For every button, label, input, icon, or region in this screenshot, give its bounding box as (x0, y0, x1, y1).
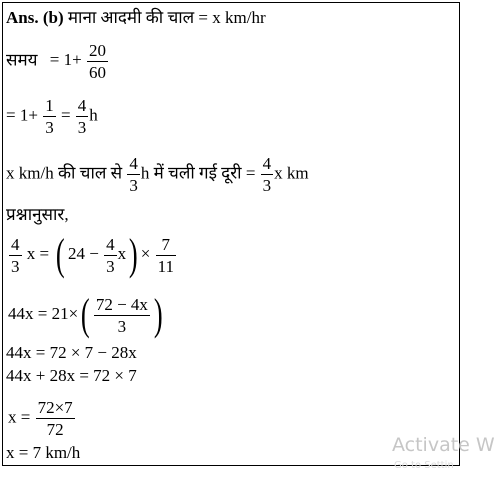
fraction-four-thirds (127, 153, 140, 196)
equation-1-x2: x (117, 243, 127, 263)
time-line (6, 40, 109, 83)
fraction-four-thirds (104, 234, 117, 277)
fraction-four-thirds (76, 95, 89, 138)
fraction-numerator: 4 (106, 234, 115, 254)
unit-hours: h (89, 105, 98, 125)
fraction-one-third (43, 95, 56, 138)
equation-5 (8, 397, 76, 440)
final-answer: x = 7 km/h (6, 443, 81, 462)
fraction-denominator: 3 (77, 118, 87, 137)
equation-1 (8, 230, 177, 279)
open-paren: ( (56, 230, 66, 279)
fraction-numerator: 1 (45, 96, 54, 115)
as-per-question: प्रश्नानुसार, (6, 205, 69, 224)
equals-sign: = (60, 105, 71, 125)
fraction-denominator: 3 (129, 176, 138, 195)
open-paren: ( (81, 290, 90, 339)
distance-text-2: h में चली गई दूरी = (140, 163, 256, 183)
equation-1-x: x = (26, 243, 50, 263)
fraction-denominator: 3 (106, 256, 115, 276)
fraction-four-thirds (261, 153, 274, 196)
fraction-numerator: 4 (11, 234, 20, 254)
time-lhs: = 1+ (49, 50, 82, 70)
fraction-numerator: 4 (77, 96, 87, 115)
times-sign: × (140, 243, 151, 263)
answer-line (6, 8, 266, 28)
time-label: समय (6, 50, 38, 70)
distance-line (6, 153, 309, 196)
equation-5-fraction (36, 397, 75, 440)
fraction-denominator: 11 (157, 256, 174, 276)
fraction-numerator: 4 (262, 154, 272, 173)
distance-text-3: x km (274, 163, 309, 183)
time-fraction (87, 40, 108, 83)
activation-watermark-subtitle: Go to Settin (394, 460, 454, 471)
fraction-denominator: 72 (46, 420, 64, 439)
activation-watermark: Activate W (392, 434, 495, 456)
fraction-denominator: 3 (45, 118, 54, 137)
fraction-denominator: 60 (88, 63, 106, 82)
fraction-seven-elevenths (156, 234, 176, 277)
fraction-numerator: 7 (156, 234, 176, 256)
close-paren: ) (129, 230, 138, 279)
close-paren: ) (153, 290, 163, 339)
time-simplified-lhs: = 1+ (6, 105, 38, 125)
fraction-numerator: 4 (129, 154, 138, 173)
equation-1-inner: 24 − (68, 243, 99, 263)
equation-5-lhs: x = (8, 407, 31, 427)
answer-intro: माना आदमी की चाल = x km/hr (67, 8, 266, 27)
fraction-four-thirds (9, 234, 22, 277)
fraction-denominator: 3 (11, 256, 20, 276)
equation-2-fraction (94, 294, 150, 337)
distance-text-1: x km/h की चाल से (6, 163, 123, 183)
time-simplified-line (6, 95, 98, 138)
fraction-numerator: 72 − 4x (95, 294, 148, 314)
equation-4: 44x + 28x = 72 × 7 (6, 366, 137, 385)
fraction-denominator: 3 (117, 316, 127, 336)
fraction-numerator: 72×7 (37, 398, 73, 417)
fraction-denominator: 3 (262, 176, 272, 195)
equation-3: 44x = 72 × 7 − 28x (6, 343, 137, 362)
equation-2 (8, 290, 166, 339)
equation-2-lhs: 44x = 21× (8, 303, 79, 323)
answer-prefix: Ans. (b) (6, 8, 64, 27)
fraction-numerator: 20 (88, 41, 106, 60)
